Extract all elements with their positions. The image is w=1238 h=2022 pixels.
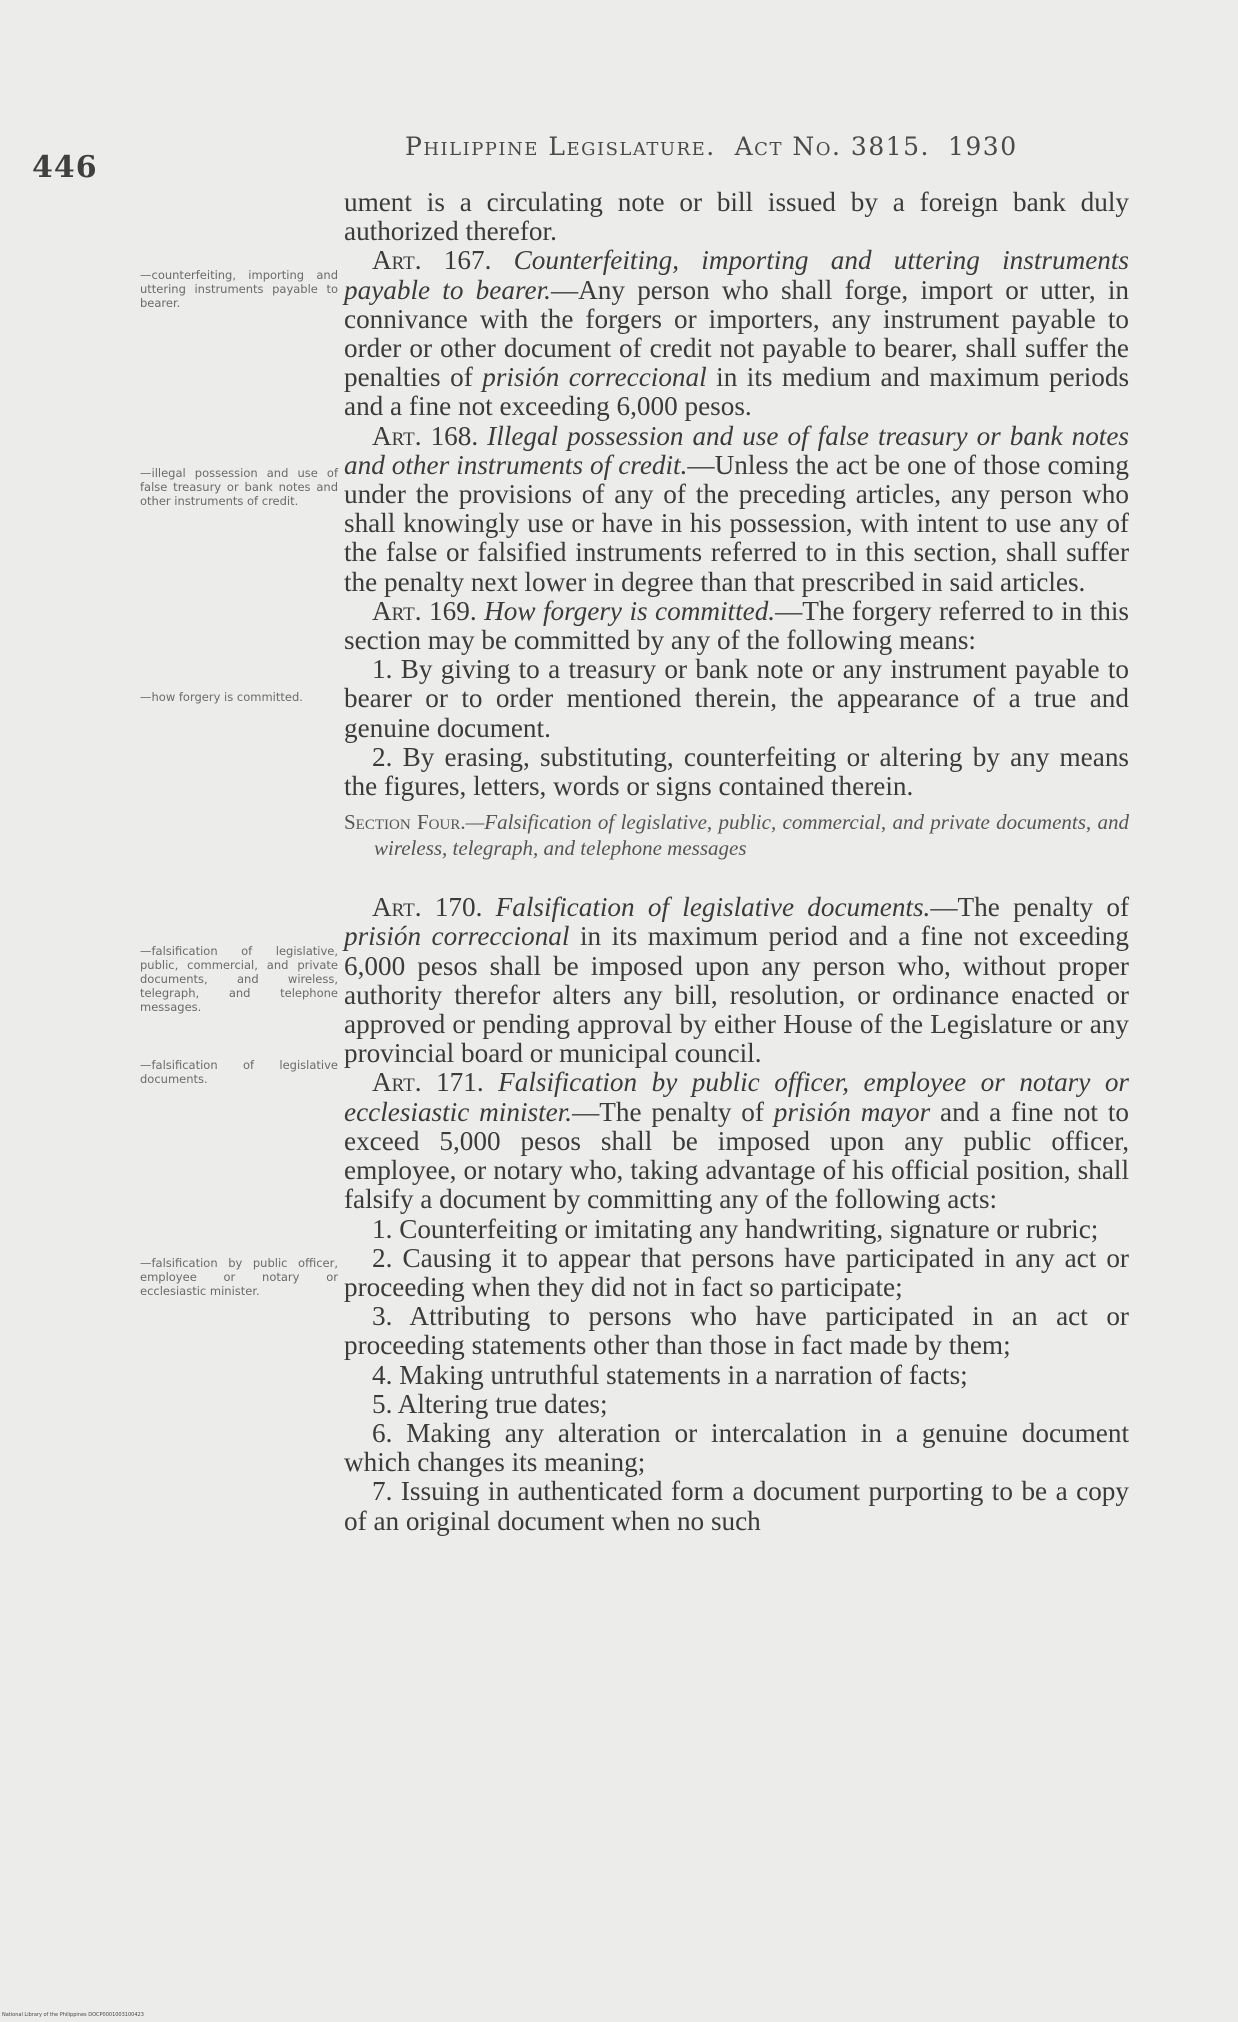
article-text: —Unless the act be one of those coming under the provisions of any of the preceding articles, any person who shall knowingly use or have in his possession, with intent to use any of the false or falsified instruments referred to in this section, shall suffer the penalty next lower in degree than that prescribed in said articles.: [344, 449, 1129, 597]
article-title: How forgery is committed.: [484, 595, 776, 626]
list-item: 4. Making untruthful statements in a narration of facts;: [372, 1359, 968, 1390]
list-item: 1. Counterfeiting or imitating any handwriting, signature or rubric;: [372, 1213, 1099, 1244]
section-label: Section Four.: [344, 810, 466, 835]
margin-note-counterfeiting: —counterfeiting, importing and uttering instruments payable to bearer.: [140, 268, 338, 310]
list-item: 3. Attributing to persons who have participated in an act or proceeding statements other than those in fact made by them;: [344, 1301, 1129, 1361]
body-text: [344, 188, 1129, 1536]
article-title: Falsification of legislative documents.: [495, 892, 931, 923]
article-171: [344, 1068, 1129, 1214]
margin-note-how-forgery: —how forgery is committed.: [140, 690, 303, 704]
article-term: prisión correccional: [482, 362, 707, 393]
article-label: Art. 171.: [372, 1067, 484, 1098]
list-item: 2. By erasing, substituting, counterfeiting or altering by any means the figures, letters, words or signs contained therein.: [344, 741, 1129, 802]
article-170: [344, 893, 1129, 1068]
margin-note-falsification-public-officer: —falsification by public officer, employee or notary or ecclesiastic minister.: [140, 1256, 338, 1298]
section-four-heading: [344, 809, 1129, 861]
article-term: prisión correccional: [344, 921, 570, 952]
source-footer: National Library of the Philippines DOCP0001003100423: [2, 2012, 144, 2018]
article-label: Art. 167.: [372, 245, 492, 276]
article-title: Falsification by public officer, employee or notary or ecclesiastic minister.: [344, 1067, 1130, 1127]
list-item: 7. Issuing in authenticated form a document purporting to be a copy of an original document when no such: [344, 1476, 1129, 1536]
article-text: —The penalty of: [572, 1096, 774, 1127]
list-item: 5. Altering true dates;: [372, 1388, 608, 1419]
continuation-paragraph: ument is a circulating note or bill issued by a foreign bank duly authorized therefor.: [344, 187, 1129, 247]
act-number: Act No. 3815.: [734, 132, 930, 161]
margin-note-falsification-legislative: —falsification of legislative documents.: [140, 1058, 338, 1086]
article-label: Art. 170.: [372, 892, 483, 923]
margin-note-falsification-section: —falsification of legislative, public, commercial, and private documents, and wireless, telegraph, and telephone messages.: [140, 944, 338, 1014]
article-167: [344, 246, 1129, 421]
article-title: Counterfeiting, importing and uttering instruments payable to bearer.: [344, 245, 1129, 305]
article-text-2: and a fine not to exceed 5,000 pesos shall be imposed upon any public officer, employee, or notary who, taking advantage of his official position, shall falsify a document by committing any of the following acts:: [344, 1096, 1129, 1215]
page-number: 446: [32, 150, 98, 185]
article-text-2: in its medium and maximum periods and a fine not exceeding 6,000 pesos.: [344, 362, 1130, 422]
article-label: Art. 169.: [372, 595, 477, 626]
article-text: —Any person who shall forge, import or utter, in connivance with the forgers or importers, any instrument payable to order or other document of credit not payable to bearer, shall suffer the penalties of: [344, 274, 1130, 393]
running-title: Philippine Legislature.: [405, 132, 716, 161]
list-item: 1. By giving to a treasury or bank note or any instrument payable to bearer or to order mentioned therein, the appearance of a true and genuine document.: [344, 654, 1129, 743]
running-head: [405, 132, 1125, 161]
article-title: Illegal possession and use of false treasury or bank notes and other instruments of credit.: [344, 420, 1130, 480]
list-item: 6. Making any alteration or intercalation in a genuine document which changes its meaning;: [344, 1417, 1129, 1478]
article-text-2: in its maximum period and a fine not exceeding 6,000 pesos shall be imposed upon any person who, without proper authority therefor alters any bill, resolution, or ordinance enacted or approved or pending approval by either House of the Legislature or any provincial board or municipal council.: [344, 921, 1129, 1069]
article-168: [344, 422, 1129, 597]
list-item: 2. Causing it to appear that persons have participated in any act or proceeding when they did not in fact so participate;: [344, 1242, 1129, 1302]
article-text: —The forgery referred to in this section may be committed by any of the following means:: [344, 595, 1130, 656]
article-169: [344, 597, 1129, 655]
article-term: prisión mayor: [773, 1096, 931, 1127]
article-text: —The penalty of: [930, 892, 1129, 923]
section-title: —Falsification of legislative, public, commercial, and private documents, and wireless, telegraph, and telephone messages: [374, 810, 1129, 861]
year: 1930: [948, 132, 1018, 161]
margin-note-illegal-possession: —illegal possession and use of false treasury or bank notes and other instruments of credit.: [140, 466, 338, 508]
article-label: Art. 168.: [372, 420, 479, 451]
